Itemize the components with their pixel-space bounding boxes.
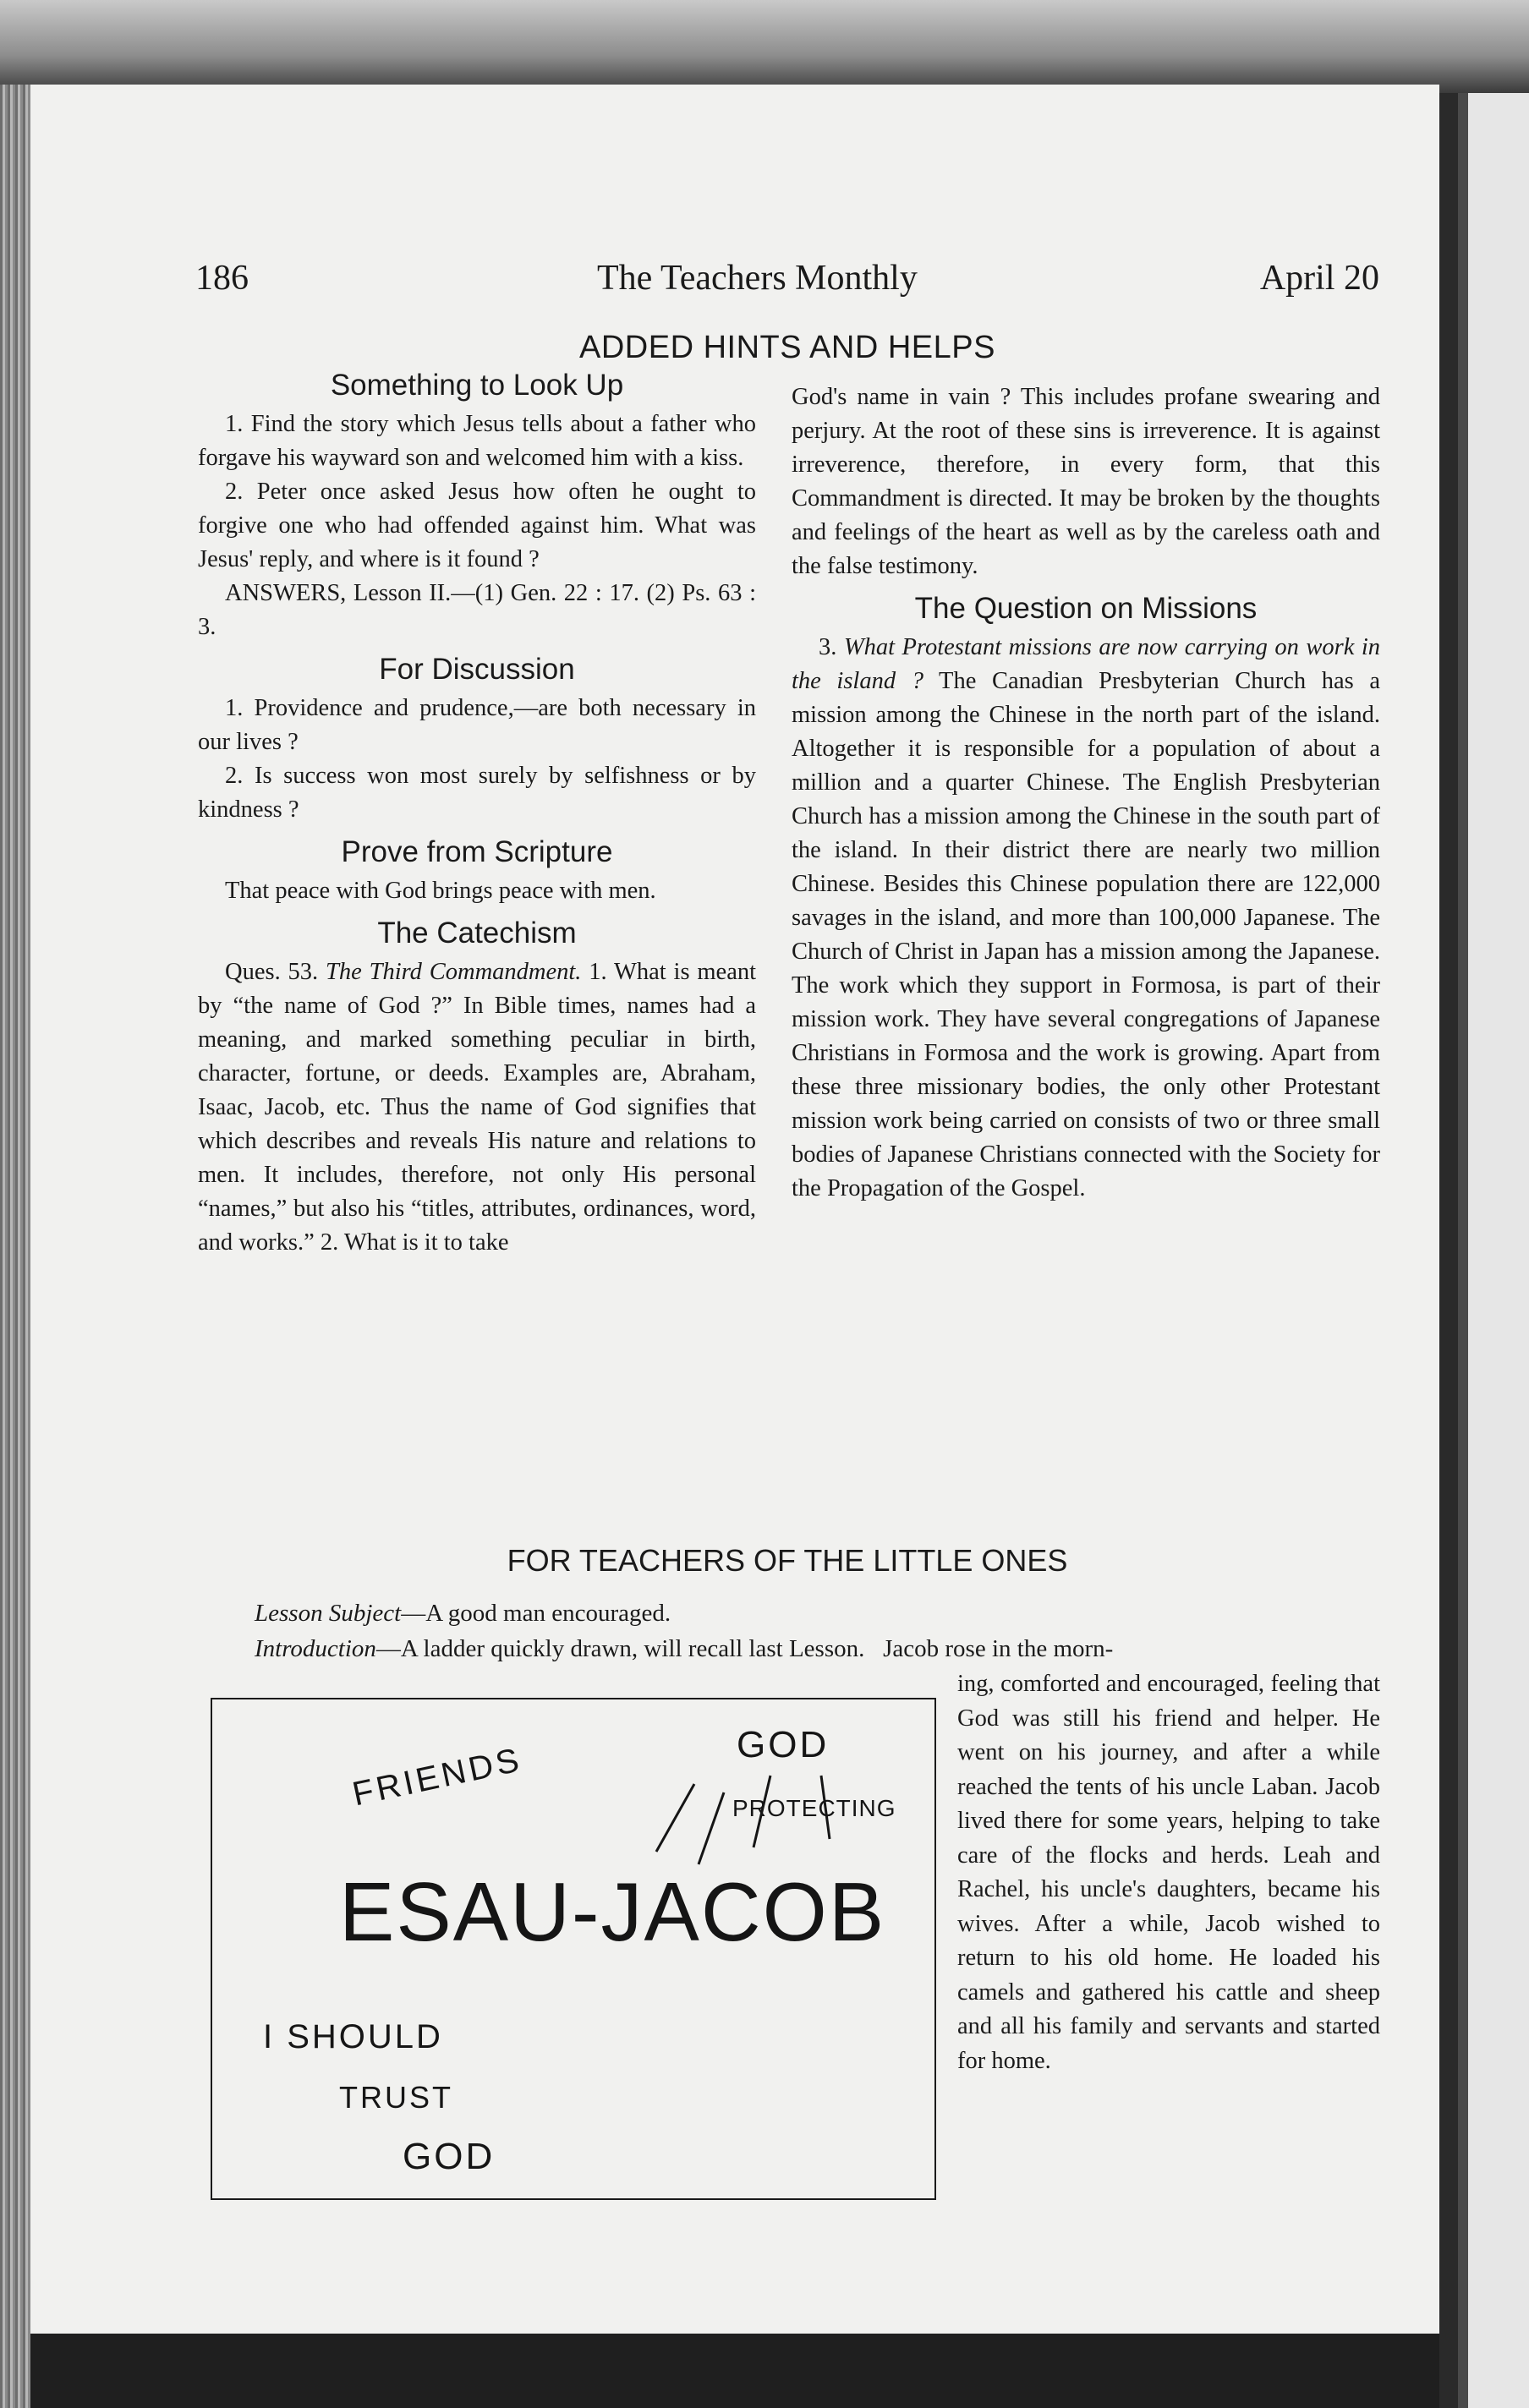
- introduction-text: —A ladder quickly drawn, will recall last Lesson.: [375, 1635, 865, 1662]
- issue-date: April 20: [1259, 259, 1379, 298]
- lesson-subject: [255, 1596, 671, 1630]
- section-title: ADDED HINTS AND HELPS: [579, 330, 995, 365]
- look-up-item-1: 1. Find the story which Jesus tells about a father who forgave his wayward son and welcomed him with a kiss.: [198, 411, 756, 471]
- book-page: [30, 85, 1439, 2334]
- heading-catechism: The Catechism: [377, 917, 577, 950]
- heading-discussion: For Discussion: [379, 653, 575, 686]
- lesson-story: [957, 1667, 1380, 2078]
- introduction-continued: Jacob rose in the morn-: [883, 1635, 1114, 1662]
- introduction-line: [255, 1632, 1113, 1666]
- blackboard-svg: [212, 1699, 934, 2198]
- little-ones-heading: FOR TEACHERS OF THE LITTLE ONES: [507, 1543, 1068, 1578]
- prove-text: That peace with God brings peace with men.: [225, 878, 656, 904]
- catechism-label: Ques. 53.: [225, 959, 319, 985]
- catechism-continuation: God's name in vain ? This includes profane swearing and perjury. At the root of these sins is irreverence. It is against irreverence, therefore, in every form, that this Commandment is directed. It may be broken by the thoughts and feelings of the heart as well as by the careless oath and the false testimony.: [792, 384, 1380, 579]
- ladder-rail-2: [699, 1792, 724, 1864]
- right-column: [792, 380, 1380, 1206]
- heading-missions: The Question on Missions: [914, 592, 1258, 625]
- drawing-god-bottom: GOD: [403, 2136, 496, 2177]
- catechism-paragraph: [198, 955, 756, 1260]
- missions-paragraph: [792, 631, 1380, 1206]
- blackboard-drawing: [211, 1698, 936, 2200]
- drawing-trust: TRUST: [339, 2080, 453, 2115]
- left-column: [198, 369, 756, 1260]
- scan-top-margin: [0, 0, 1529, 93]
- running-header: [195, 258, 1379, 309]
- ladder-rail-1: [656, 1784, 694, 1852]
- heading-prove: Prove from Scripture: [341, 835, 613, 868]
- missions-label: 3.: [819, 634, 837, 660]
- book-page-edges: [0, 85, 30, 2408]
- lesson-story-text: ing, comforted and encouraged, feeling that God was still his friend and helper. He went on his journey, and after a while reached the tents of his uncle Laban. Jacob lived there for some years, helping to take care of the flocks and herds. Leah and Rachel, his uncle's daughters, became his wives. After a while, Jacob wished to return to his old home. He loaded his camels and gathered his cattle and sheep and all his family and servants and started for home.: [957, 1671, 1380, 2074]
- heading-look-up: Something to Look Up: [330, 369, 624, 402]
- catechism-text: 1. What is meant by “the name of God ?” In Bible times, names had a meaning, and marked something peculiar in birth, character, fortune, or deeds. Examples are, Abraham, Isaac, Jacob, etc. Thus the name of God signifies that which describes and reveals His nature and relations to men. It includes, therefore, not only His personal “names,” but also his “titles, attributes, ordinances, word, and works.” 2. What is it to take: [198, 959, 757, 1256]
- drawing-protecting: PROTECTING: [732, 1795, 896, 1821]
- journal-title: The Teachers Monthly: [597, 259, 918, 298]
- drawing-god-top: GOD: [737, 1724, 830, 1765]
- adjacent-page-edge: [1439, 93, 1529, 2408]
- missions-text: The Canadian Presbyterian Church has a mission among the Chinese in the north part of the island. Altogether it is responsible for a population of about a million and a quarter Chinese. The English Presbyterian Church has a mission among the Chinese in the south part of the island. In their district there are nearly two million Chinese. Besides this Chinese population there are 122,000 savages in the island, and more than 100,000 Japanese. The Church of Christ in Japan has a mission among the Japanese. The work which they support in Formosa, is part of their mission work. They have several congregations of Japanese Christians in Formosa and the work is growing. Apart from these three missionary bodies, the only other Protestant mission work being carried on consists of two or three small bodies of Japanese Christians connected with the Society for the Propagation of the Gospel.: [792, 668, 1380, 1201]
- drawing-friends: FRIENDS: [348, 1741, 526, 1814]
- look-up-item-2: 2. Peter once asked Jesus how often he ought to forgive one who had offended against him. What was Jesus' reply, and where is it found ?: [198, 479, 756, 572]
- answers: ANSWERS, Lesson II.—(1) Gen. 22 : 17. (2) Ps. 63 : 3.: [198, 580, 756, 640]
- discussion-item-2: 2. Is success won most surely by selfishness or by kindness ?: [198, 763, 756, 823]
- introduction-label: Introduction: [255, 1635, 376, 1662]
- drawing-esau-jacob: ESAU-JACOB: [339, 1865, 886, 1958]
- discussion-item-1: 1. Providence and prudence,—are both necessary in our lives ?: [198, 695, 756, 755]
- page-number: 186: [195, 259, 249, 298]
- lesson-subject-text: —A good man encouraged.: [401, 1600, 671, 1627]
- missions-question: What Protestant missions are now carrying on work in the island ?: [792, 634, 1380, 694]
- catechism-title: The Third Commandment.: [326, 959, 582, 985]
- lesson-subject-label: Lesson Subject: [255, 1600, 402, 1627]
- drawing-i-should: I SHOULD: [263, 2018, 443, 2055]
